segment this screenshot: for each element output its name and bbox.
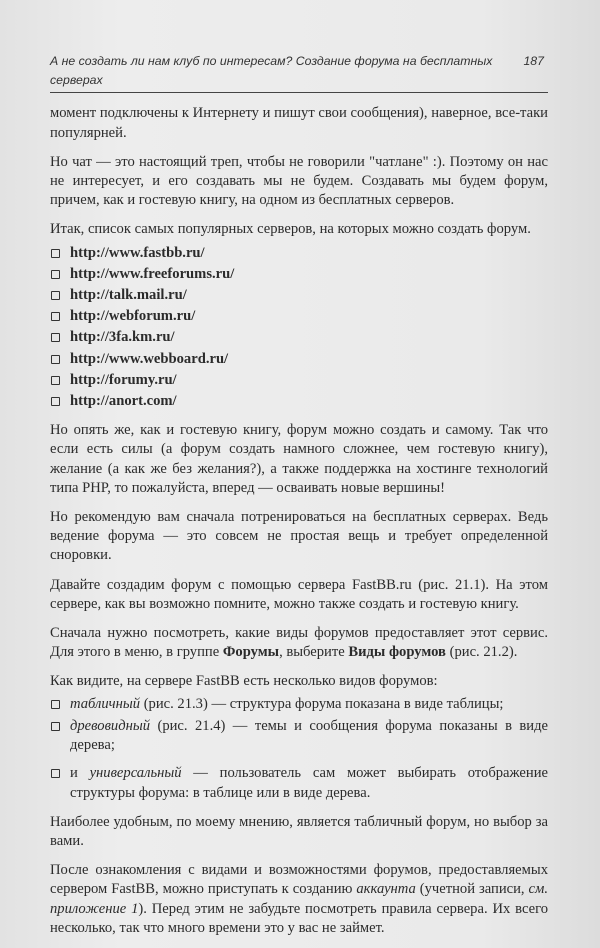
paragraph: Итак, список самых популярных серверов, на которых можно создать форум. bbox=[50, 221, 531, 238]
paragraph-menu bbox=[50, 624, 548, 662]
paragraph: момент подключены к Интернету и пишут свои сообщения), наверное, все-таки популярней. bbox=[50, 105, 548, 141]
running-header bbox=[50, 52, 548, 93]
text: (рис. 21.4) — темы и сообщения форума показаны в виде дерева; bbox=[70, 717, 548, 754]
paragraph: Но чат — это настоящий треп, чтобы не говорили "чатлане" :). Поэтому он нас не интересует, и его создавать мы не будем. Создавать мы будем форум, причем, как и гостевую книгу, на одном из бесплатных серверов. bbox=[50, 153, 548, 209]
paragraph: Наиболее удобным, по моему мнению, является табличный форум, но выбор за вами. bbox=[50, 813, 548, 849]
server-url[interactable]: http://webforum.ru/ bbox=[70, 308, 196, 325]
term: аккаунта bbox=[356, 881, 416, 898]
checkbox-bullet-icon bbox=[51, 769, 60, 778]
server-url[interactable]: http://www.webboard.ru/ bbox=[70, 350, 229, 367]
list-item bbox=[50, 695, 548, 714]
server-url[interactable]: http://www.freeforums.ru/ bbox=[70, 265, 235, 282]
server-url[interactable]: http://3fa.km.ru/ bbox=[70, 329, 175, 346]
checkbox-bullet-icon bbox=[51, 312, 60, 321]
list-item bbox=[50, 717, 548, 755]
text: (рис. 21.3) — структура форума показана в виде таблицы; bbox=[140, 695, 504, 712]
paragraph: Но рекомендую вам сначала потренироваться на бесплатных серверах. Ведь ведение форума — это совсем не простая вещь и требует определенной сноровки. bbox=[50, 509, 548, 564]
paragraph: Как видите, на сервере FastBB есть несколько видов форумов: bbox=[50, 673, 438, 690]
term: табличный bbox=[70, 695, 141, 712]
checkbox-bullet-icon bbox=[51, 291, 60, 300]
forum-kinds-list bbox=[50, 695, 548, 803]
checkbox-bullet-icon bbox=[51, 700, 60, 709]
checkbox-bullet-icon bbox=[51, 397, 60, 406]
page-number: 187 bbox=[523, 54, 544, 68]
server-url[interactable]: http://anort.com/ bbox=[70, 393, 177, 410]
server-url[interactable]: http://talk.mail.ru/ bbox=[70, 287, 187, 304]
menu-item-name: Виды форумов bbox=[348, 644, 446, 661]
text: и bbox=[70, 765, 90, 782]
list-item bbox=[50, 244, 548, 263]
list-item bbox=[50, 371, 548, 390]
checkbox-bullet-icon bbox=[51, 355, 60, 364]
paragraph: Давайте создадим форум с помощью сервера FastBB.ru (рис. 21.1). На этом сервере, как вы возможно помните, можно также создать и гостевую книгу. bbox=[50, 576, 548, 612]
paragraph-last bbox=[50, 861, 548, 938]
list-item bbox=[50, 764, 548, 802]
book-page bbox=[50, 52, 548, 948]
list-item bbox=[50, 350, 548, 369]
list-item bbox=[50, 307, 548, 326]
menu-group-name: Форумы bbox=[222, 644, 280, 661]
cross-reference: см. приложение 1 bbox=[50, 881, 548, 917]
list-item bbox=[50, 265, 548, 284]
checkbox-bullet-icon bbox=[51, 722, 60, 731]
text: ). Перед этим не забудьте посмотреть правила сервера. Их всего несколько, так что много времени это у вас не займет. bbox=[50, 900, 549, 936]
list-item bbox=[50, 286, 548, 305]
paragraph: Но опять же, как и гостевую книгу, форум можно создать и самому. Так что если есть силы (а форум создать намного сложнее, чем гостевую книгу), желание (а как же без желания?), а также поддержка на хостинге технологий типа PHP, то пожалуйста, вперед — осваивать новые вершины! bbox=[50, 422, 548, 496]
checkbox-bullet-icon bbox=[51, 333, 60, 342]
text: После ознакомления с видами и возможностями форумов, предоставляемых сервером FastBB, можно приступать к созданию bbox=[50, 862, 548, 898]
term: универсальный bbox=[89, 765, 182, 782]
checkbox-bullet-icon bbox=[51, 376, 60, 385]
text: — пользователь сам может выбирать отображение структуры форума: в таблице или в виде дерева. bbox=[70, 765, 548, 801]
header-title: А не создать ли нам клуб по интересам? Создание форума на бесплатных серверах bbox=[50, 54, 493, 88]
text: (учетной записи, bbox=[415, 881, 529, 898]
text: , выберите bbox=[279, 644, 349, 661]
list-item bbox=[50, 328, 548, 347]
text: Сначала нужно посмотреть, какие виды форумов предоставляет этот сервис. Для этого в меню, в группе bbox=[50, 625, 548, 661]
text: (рис. 21.2). bbox=[445, 644, 518, 661]
checkbox-bullet-icon bbox=[51, 270, 60, 279]
server-list bbox=[50, 244, 548, 412]
server-url[interactable]: http://www.fastbb.ru/ bbox=[70, 244, 205, 261]
list-item bbox=[50, 392, 548, 411]
server-url[interactable]: http://forumy.ru/ bbox=[70, 371, 177, 388]
term: древовидный bbox=[70, 717, 151, 734]
checkbox-bullet-icon bbox=[51, 249, 60, 258]
